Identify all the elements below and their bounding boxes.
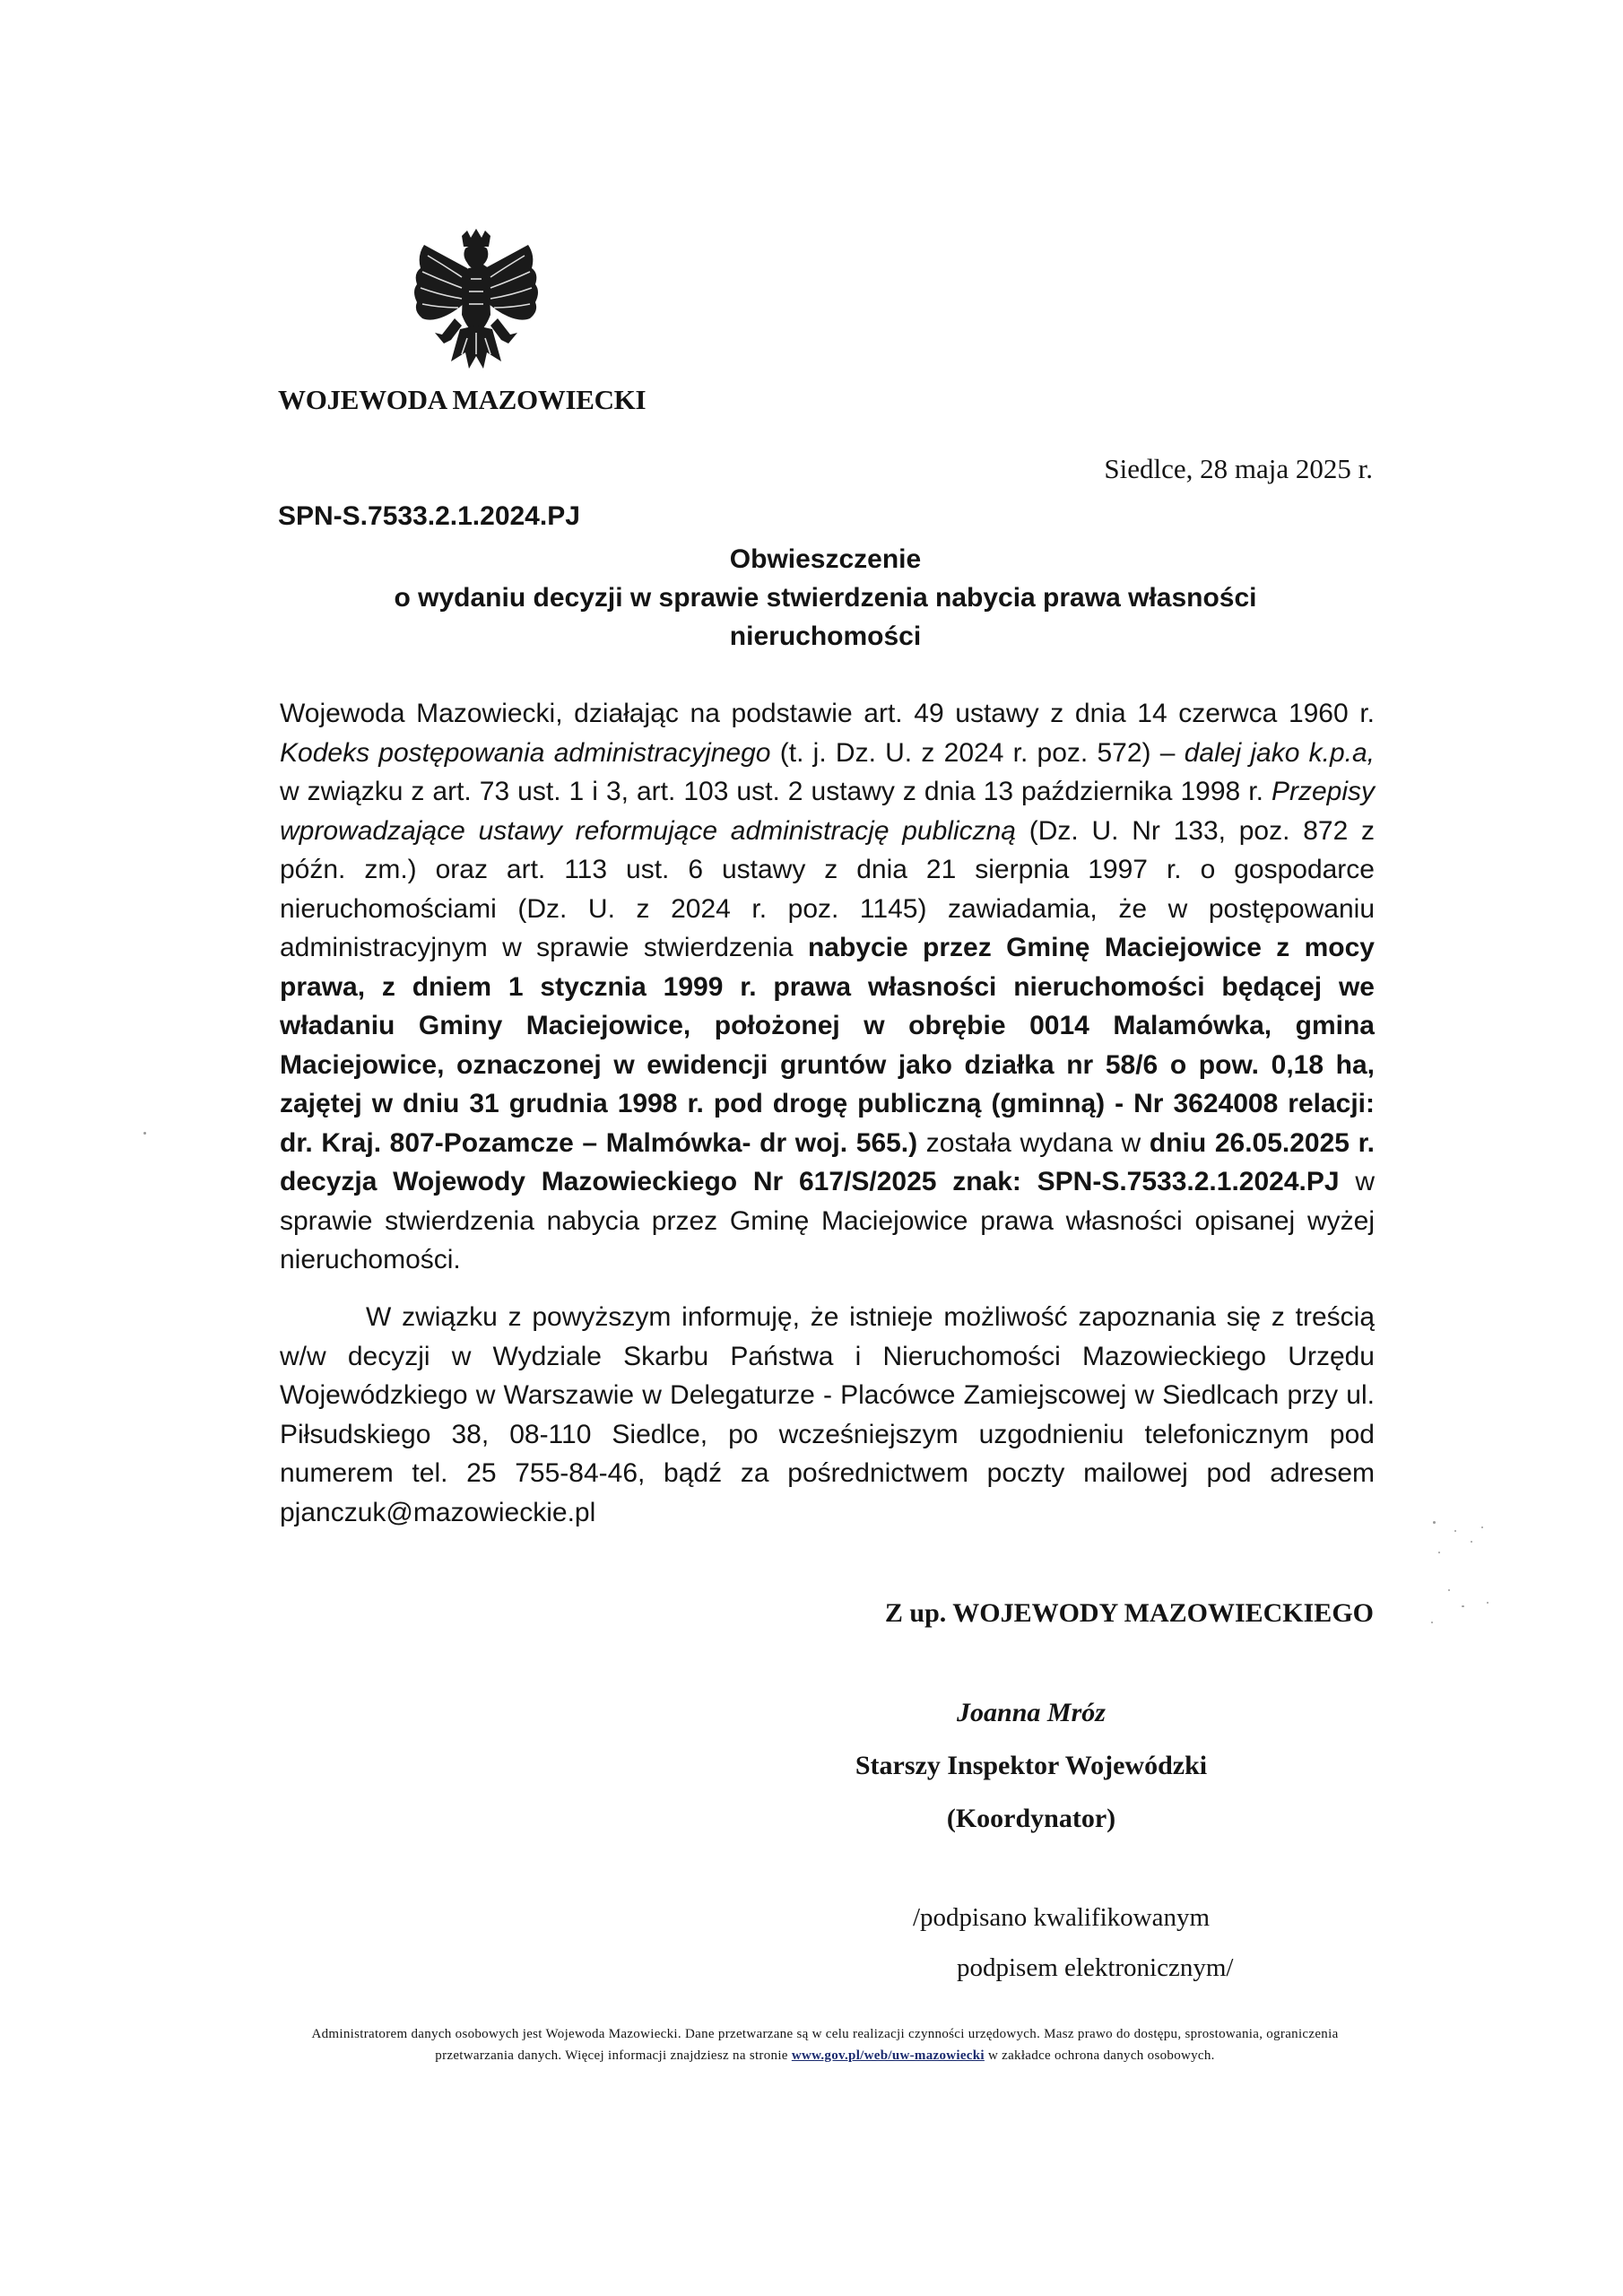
para1-text: (t. j. Dz. U. z 2024 r. poz. 572) –	[770, 737, 1185, 768]
footer-text: w zakładce ochrona danych osobowych.	[984, 2048, 1215, 2063]
document-heading	[278, 540, 1373, 656]
para1-text: Wojewoda Mazowiecki, działając na podstawie art. 49 ustawy z dnia 14 czerwca 1960 r.	[280, 699, 1375, 728]
para1-act-title: Przepisy wprowadzające ustawy reformujące administrację publiczną	[280, 777, 1375, 846]
para1-text: w sprawie stwierdzenia nabycia przez Gminę Maciejowice prawa własności opisanej wyżej nieruchomości.	[280, 1167, 1375, 1274]
signer-role: (Koordynator)	[946, 1804, 1116, 1833]
heading-subtitle-line-2: nieruchomości	[729, 622, 922, 651]
para1-act-title: Kodeks postępowania administracyjnego	[280, 737, 771, 768]
para1-abbrev: dalej jako k.p.a,	[1184, 737, 1376, 768]
case-reference: SPN-S.7533.2.1.2024.PJ	[278, 501, 580, 531]
place-date: Siedlce, 28 maja 2025 r.	[1104, 453, 1373, 484]
signer-name: Joanna Mróz	[957, 1698, 1106, 1727]
data-protection-footer	[296, 2023, 1354, 2066]
heading-subtitle-line-1: o wydaniu decyzji w sprawie stwierdzenia nabycia prawa własności	[394, 583, 1257, 613]
para1-decision-reference: dniu 26.05.2025 r. decyzja Wojewody Mazowieckiego Nr 617/S/2025 znak: SPN-S.7533.2.1.2024.PJ	[280, 1127, 1375, 1196]
information-paragraph	[280, 1298, 1375, 1532]
signing-authority: Z up. WOJEWODY MAZOWIECKIEGO	[884, 1598, 1374, 1628]
signature-note-line-2: podpisem elektronicznym/	[957, 1953, 1234, 1982]
para1-text: (Dz. U. Nr 133, poz. 872 z późn. zm.) oraz art. 113 ust. 6 ustawy z dnia 21 sierpnia 1997 r. o gospodarce nieruchomościami (Dz. U. z 2024 r. poz. 1145) zawiadamia, że w postępowaniu administracyjnym w sprawie stwierdzenia	[280, 815, 1375, 962]
para1-property-description: nabycie przez Gminę Maciejowice z mocy prawa, z dniem 1 stycznia 1999 r. prawa własności nieruchomości będącej we władaniu Gminy Maciejowice, położonej w obrębie 0014 Malamówka, gmina Maciejowice, oznaczonej w ewidencji gruntów jako działka nr 58/6 o pow. 0,18 ha, zajętej w dniu 31 grudnia 1998 r. pod drogę publiczną (gminną) - Nr 3624008 relacji: dr. Kraj. 807-Pozamcze – Malmówka- dr woj. 565.)	[280, 933, 1375, 1158]
para1-text: w związku z art. 73 ust. 1 i 3, art. 103 ust. 2 ustawy z dnia 13 października 1998 r.	[280, 777, 1271, 806]
polish-eagle-emblem	[408, 229, 544, 383]
footer-link[interactable]: www.gov.pl/web/uw-mazowiecki	[791, 2048, 985, 2063]
footer-text: Administratorem danych osobowych jest Wojewoda Mazowiecki. Dane przetwarzane są w celu realizacji czynności urzędowych. Masz prawo do dostępu, sprostowania, ograniczenia przetwarzania danych. Więcej informacji znajdziesz na stronie	[311, 2027, 1339, 2063]
para1-text: została wydana w	[917, 1127, 1150, 1158]
signer-title: Starszy Inspektor Wojewódzki	[855, 1751, 1208, 1780]
signature-note-line-1: /podpisano kwalifikowanym	[913, 1903, 1211, 1932]
para2-text: W związku z powyższym informuję, że istnieje możliwość zapoznania się z treścią w/w decyzji w Wydziale Skarbu Państwa i Nieruchomości Mazowieckiego Urzędu Wojewódzkiego w Warszawie w Delegaturze - Placówce Zamiejscowej w Siedlcach przy ul. Piłsudskiego 38, 08-110 Siedlce, po wcześniejszym uzgodnieniu telefonicznym pod numerem tel. 25 755-84-46, bądź za pośrednictwem poczty mailowej pod adresem pjanczuk@mazowieckie.pl	[280, 1302, 1375, 1527]
issuer-name: WOJEWODA MAZOWIECKI	[278, 384, 647, 415]
notice-paragraph	[280, 694, 1375, 1280]
heading-title: Obwieszczenie	[729, 544, 922, 574]
